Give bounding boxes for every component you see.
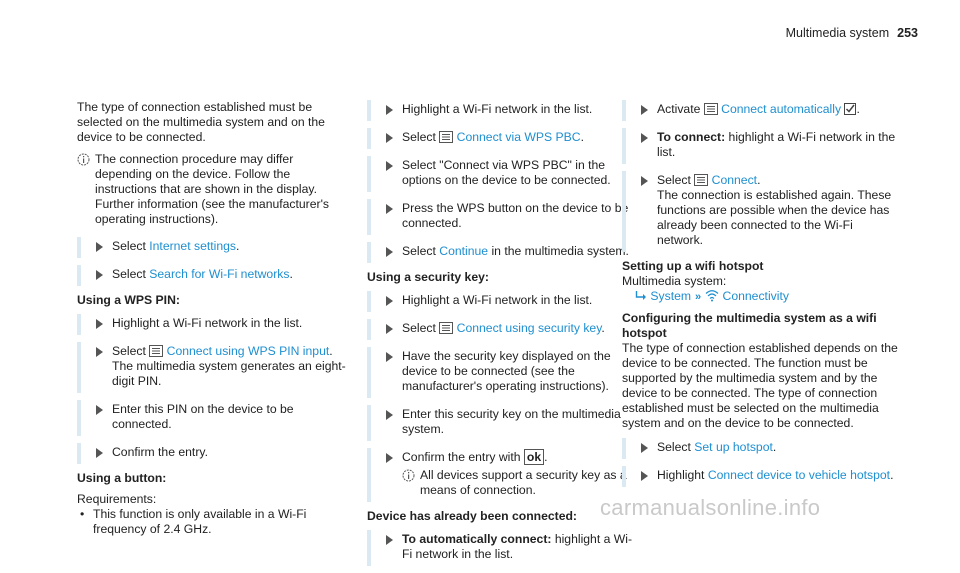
return-arrow-icon xyxy=(635,291,647,302)
step xyxy=(367,156,637,192)
step-text: Select xyxy=(402,244,440,258)
step-text: . xyxy=(890,468,894,482)
step-text: highlight a Wi-Fi network in the list. xyxy=(402,532,633,561)
note-text: All devices support a security key as a means of connection. xyxy=(420,468,627,497)
heading-hotspot: Setting up a wifi hotspot xyxy=(622,259,764,273)
step-text: Highlight a Wi-Fi network in the list. xyxy=(402,102,593,116)
arrow-icon xyxy=(386,296,393,306)
step xyxy=(367,405,637,441)
note xyxy=(402,468,637,498)
step-detail: The connection is established again. These functions are possible when the device has already been connected to the Wi-Fi network. xyxy=(657,188,892,247)
link-continue[interactable]: Continue xyxy=(439,244,489,258)
arrow-icon xyxy=(386,352,393,362)
arrow-icon xyxy=(386,535,393,545)
arrow-icon xyxy=(386,161,393,171)
step-text: Confirm the entry with xyxy=(402,450,524,464)
column-3 xyxy=(622,100,902,494)
step-text: . xyxy=(772,440,777,454)
link-internet-settings[interactable]: Internet settings xyxy=(149,239,236,253)
step xyxy=(622,466,902,487)
step-text: Press the WPS button on the device to be connected. xyxy=(402,201,629,230)
heading-wps-pin: Using a WPS PIN: xyxy=(77,293,180,307)
link-wps-pin[interactable]: Connect using WPS PIN input xyxy=(166,344,330,358)
step-text: . xyxy=(235,239,240,253)
double-chevron-icon: » xyxy=(695,291,702,303)
step-text: Select "Connect via WPS PBC" in the options on the device to be connected. xyxy=(402,158,611,187)
step xyxy=(367,448,637,502)
step xyxy=(77,342,347,393)
step xyxy=(622,438,902,459)
column-2 xyxy=(367,100,637,573)
step xyxy=(622,128,902,164)
step xyxy=(77,443,347,464)
intro-text: The type of connection established must be selected on the multimedia system and on the device to be connected. xyxy=(77,100,325,144)
step-bold: To connect: xyxy=(657,130,726,144)
step-text: . xyxy=(329,344,333,358)
step-detail: The multimedia system generates an eight-digit PIN. xyxy=(112,359,346,388)
info-icon xyxy=(77,153,90,166)
menu-icon xyxy=(149,345,163,357)
step-text: Select xyxy=(657,173,695,187)
step-text: . xyxy=(544,450,548,464)
step xyxy=(367,530,637,566)
arrow-icon xyxy=(96,347,103,357)
link-connect-automatically[interactable]: Connect automatically xyxy=(721,102,842,116)
wifi-icon xyxy=(705,289,719,302)
note-text: The connection procedure may differ depending on the device. Follow the instructions that are shown in the display. Further information (see the manufacturer's operating instructions). xyxy=(95,152,329,226)
arrow-icon xyxy=(96,242,103,252)
config-text: The type of connection established depends on the device to be connected. The function must be supported by the multimedia system and by the device to be connected. The type of connection established must be selected on the multimedia system and on the device to be connected. xyxy=(622,341,898,430)
path-system[interactable]: System xyxy=(650,289,692,303)
step-text: Confirm the entry. xyxy=(112,445,208,459)
heading-already-connected: Device has already been connected: xyxy=(367,509,577,523)
step-text: Select xyxy=(402,321,440,335)
info-icon xyxy=(402,469,415,482)
arrow-icon xyxy=(386,410,393,420)
step xyxy=(622,100,902,121)
step-text: Select xyxy=(657,440,695,454)
step-text: highlight a Wi-Fi network in the list. xyxy=(657,130,896,159)
heading-security-key: Using a security key: xyxy=(367,270,489,284)
arrow-icon xyxy=(641,176,648,186)
step xyxy=(367,291,637,312)
arrow-icon xyxy=(641,133,648,143)
step-text: . xyxy=(856,102,860,116)
menu-icon xyxy=(704,103,718,115)
step-text: Enter this PIN on the device to be connected. xyxy=(112,402,294,431)
hotspot-system-label: Multimedia system: xyxy=(622,274,727,288)
step-text: Select xyxy=(112,239,150,253)
arrow-icon xyxy=(96,448,103,458)
heading-config: Configuring the multimedia system as a wifi hotspot xyxy=(622,311,877,340)
arrow-icon xyxy=(386,453,393,463)
step-text: Enter this security key on the multimedia system. xyxy=(402,407,621,436)
step xyxy=(622,171,902,252)
step-text: Select xyxy=(402,130,440,144)
link-wps-pbc[interactable]: Connect via WPS PBC xyxy=(456,130,581,144)
step-text: Select xyxy=(112,344,150,358)
step xyxy=(77,237,347,258)
note xyxy=(77,152,347,227)
menu-path xyxy=(622,289,902,305)
step-text: Activate xyxy=(657,102,704,116)
arrow-icon xyxy=(96,270,103,280)
step-text: Highlight a Wi-Fi network in the list. xyxy=(402,293,593,307)
arrow-icon xyxy=(386,204,393,214)
arrow-icon xyxy=(386,247,393,257)
arrow-icon xyxy=(641,105,648,115)
step-text: . xyxy=(580,130,584,144)
step xyxy=(367,242,637,263)
link-security-key[interactable]: Connect using security key xyxy=(456,321,602,335)
watermark: carmanualsonline.info xyxy=(600,495,821,520)
step-text: . xyxy=(757,173,761,187)
page-header xyxy=(786,26,918,41)
step-text: Highlight a Wi-Fi network in the list. xyxy=(112,316,303,330)
arrow-icon xyxy=(386,324,393,334)
step-text: Highlight xyxy=(657,468,708,482)
arrow-icon xyxy=(386,133,393,143)
menu-icon xyxy=(694,174,708,186)
requirements-label: Requirements: xyxy=(77,492,157,506)
arrow-icon xyxy=(641,443,648,453)
step-text: Select xyxy=(112,267,150,281)
step-bold: To automatically connect: xyxy=(402,532,552,546)
step xyxy=(367,319,637,340)
step-text: . xyxy=(289,267,293,281)
checkbox-checked-icon xyxy=(844,103,856,115)
step xyxy=(77,314,347,335)
step xyxy=(77,265,347,286)
step-text: . xyxy=(601,321,605,335)
ok-button-symbol: ok xyxy=(524,449,544,465)
link-connect[interactable]: Connect xyxy=(711,173,758,187)
column-1 xyxy=(77,100,347,537)
heading-button: Using a button: xyxy=(77,471,167,485)
link-search-wifi[interactable]: Search for Wi-Fi networks xyxy=(149,267,290,281)
menu-icon xyxy=(439,322,453,334)
step-text: in the multimedia system. xyxy=(488,244,629,258)
page-number: 253 xyxy=(897,26,918,40)
step-text: Have the security key displayed on the device to be connected (see the manufacturer's operating instructions). xyxy=(402,349,611,393)
step xyxy=(367,199,637,235)
link-connect-device-hotspot[interactable]: Connect device to vehicle hotspot xyxy=(707,468,891,482)
section-title: Multimedia system xyxy=(785,26,890,40)
step xyxy=(77,400,347,436)
path-connectivity[interactable]: Connectivity xyxy=(722,289,789,303)
step xyxy=(367,347,637,398)
arrow-icon xyxy=(386,105,393,115)
step xyxy=(367,128,637,149)
arrow-icon xyxy=(96,405,103,415)
step xyxy=(367,100,637,121)
requirement-item: • This function is only available in a Wi-Fi frequency of 2.4 GHz. xyxy=(77,507,347,537)
arrow-icon xyxy=(641,471,648,481)
arrow-icon xyxy=(96,319,103,329)
link-set-up-hotspot[interactable]: Set up hotspot xyxy=(694,440,773,454)
menu-icon xyxy=(439,131,453,143)
